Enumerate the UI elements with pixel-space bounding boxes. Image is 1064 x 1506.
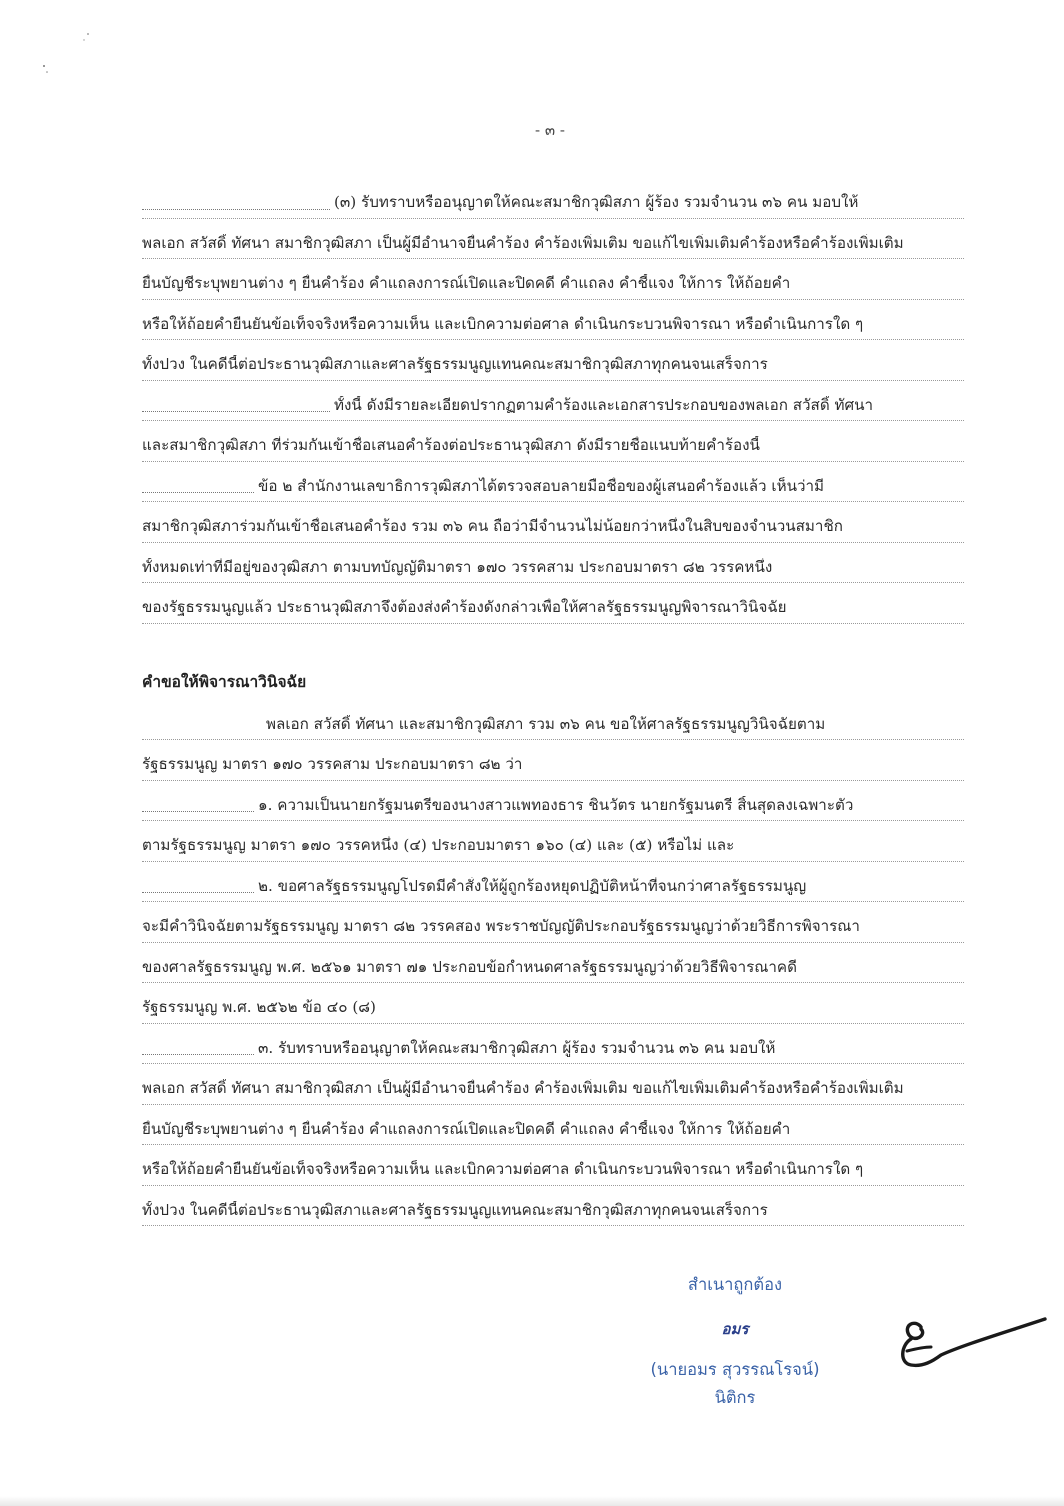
text-line-content: ทั้งหมดเท่าที่มีอยู่ของวุฒิสภา ตามบทบัญญัติมาตรา ๑๗๐ วรรคสาม ประกอบมาตรา ๘๒ วรรคหนึ่ง <box>142 557 773 576</box>
text-line-content: (๓) รับทราบหรืออนุญาตให้คณะสมาชิกวุฒิสภา ผู้ร้อง รวมจำนวน ๓๖ คน มอบให้ <box>334 193 859 212</box>
text-line-content: ทั้งปวง ในคดีนี้ต่อประธานวุฒิสภาและศาลรัฐธรรมนูญแทนคณะสมาชิกวุฒิสภาทุกคนจนเสร็จการ <box>142 1200 768 1219</box>
text-line <box>142 381 964 422</box>
text-line-content: ทั้งนี้ ดังมีรายละเอียดปรากฏตามคำร้องและเอกสารประกอบของพลเอก สวัสดิ์ ทัศนา <box>334 395 874 414</box>
text-line <box>142 583 964 624</box>
text-line <box>142 1064 964 1105</box>
certifier-name: (นายอมร สุวรรณโรจน์) <box>650 1360 820 1379</box>
text-line <box>142 983 964 1024</box>
document-body <box>142 178 964 1226</box>
text-line-content: ตามรัฐธรรมนูญ มาตรา ๑๗๐ วรรคหนึ่ง (๔) ประกอบมาตรา ๑๖๐ (๔) และ (๕) หรือไม่ และ <box>142 836 735 855</box>
paragraphs-top <box>142 178 964 624</box>
scan-bottom-edge <box>0 1496 1064 1506</box>
text-line <box>142 781 964 822</box>
text-line <box>142 178 964 219</box>
text-line-content: พลเอก สวัสดิ์ ทัศนา สมาชิกวุฒิสภา เป็นผู้มีอำนาจยื่นคำร้อง คำร้องเพิ่มเติม ขอแก้ไขเพิ่มเติมคำร้องหรือคำร้องเพิ่มเติม <box>142 1079 904 1098</box>
text-line <box>142 943 964 984</box>
text-line-content: รัฐธรรมนูญ มาตรา ๑๗๐ วรรคสาม ประกอบมาตรา ๘๒ ว่า <box>142 755 523 774</box>
text-line <box>142 300 964 341</box>
text-line-content: ๒. ขอศาลรัฐธรรมนูญโปรดมีคำสั่งให้ผู้ถูกร้องหยุดปฏิบัติหน้าที่จนกว่าศาลรัฐธรรมนูญ <box>258 876 807 895</box>
text-line <box>142 1024 964 1065</box>
initial-signature: อมร <box>721 1320 749 1338</box>
text-line-content: ทั้งปวง ในคดีนี้ต่อประธานวุฒิสภาและศาลรัฐธรรมนูญแทนคณะสมาชิกวุฒิสภาทุกคนจนเสร็จการ <box>142 355 768 374</box>
text-line <box>142 1145 964 1186</box>
text-line-content: สมาชิกวุฒิสภาร่วมกันเข้าชื่อเสนอคำร้อง รวม ๓๖ คน ถือว่ามีจำนวนไม่น้อยกว่าหนึ่งในสิบของจำนวนสมาชิก <box>142 517 843 536</box>
text-line <box>142 543 964 584</box>
text-line-content: ๑. ความเป็นนายกรัฐมนตรีของนางสาวแพทองธาร ชินวัตร นายกรัฐมนตรี สิ้นสุดลงเฉพาะตัว <box>258 795 854 814</box>
page-number: - ๓ - <box>535 121 565 139</box>
certified-copy-label: สำเนาถูกต้อง <box>687 1275 783 1294</box>
text-line <box>142 502 964 543</box>
text-line <box>142 1186 964 1227</box>
text-line <box>142 462 964 503</box>
handwritten-signature <box>893 1305 1053 1395</box>
section-gap <box>142 624 964 664</box>
text-line-content: ของรัฐธรรมนูญแล้ว ประธานวุฒิสภาจึงต้องส่งคำร้องดังกล่าวเพื่อให้ศาลรัฐธรรมนูญพิจารณาวินิจฉัย <box>142 598 787 617</box>
text-line <box>142 219 964 260</box>
text-line-content: ยื่นบัญชีระบุพยานต่าง ๆ ยื่นคำร้อง คำแถลงการณ์เปิดและปิดคดี คำแถลง คำชี้แจง ให้การ ให้ถ้อยคำ <box>142 1119 791 1138</box>
text-line <box>142 902 964 943</box>
text-line <box>142 421 964 462</box>
section-heading: คำขอให้พิจารณาวินิจฉัย <box>142 672 307 691</box>
certifier-position: นิติกร <box>714 1388 756 1407</box>
text-line-content: พลเอก สวัสดิ์ ทัศนา สมาชิกวุฒิสภา เป็นผู้มีอำนาจยื่นคำร้อง คำร้องเพิ่มเติม ขอแก้ไขเพิ่มเติมคำร้องหรือคำร้องเพิ่มเติม <box>142 233 904 252</box>
text-line-content: และสมาชิกวุฒิสภา ที่ร่วมกันเข้าชื่อเสนอคำร้องต่อประธานวุฒิสภา ดังมีรายชื่อแนบท้ายคำร้องนี้ <box>142 436 760 455</box>
text-line-content: ยื่นบัญชีระบุพยานต่าง ๆ ยื่นคำร้อง คำแถลงการณ์เปิดและปิดคดี คำแถลง คำชี้แจง ให้การ ให้ถ้อยคำ <box>142 274 791 293</box>
text-line <box>142 740 964 781</box>
text-line-content: จะมีคำวินิจฉัยตามรัฐธรรมนูญ มาตรา ๘๒ วรรคสอง พระราชบัญญัติประกอบรัฐธรรมนูญว่าด้วยวิธีการพิจารณา <box>142 917 860 936</box>
text-line-content: หรือให้ถ้อยคำยืนยันข้อเท็จจริงหรือความเห็น และเบิกความต่อศาล ดำเนินกระบวนพิจารณา หรือดำเนินการใด ๆ <box>142 314 864 333</box>
text-line-content: ๓. รับทราบหรืออนุญาตให้คณะสมาชิกวุฒิสภา ผู้ร้อง รวมจำนวน ๓๖ คน มอบให้ <box>258 1038 776 1057</box>
scan-specks <box>36 26 96 86</box>
paragraphs-bottom <box>142 700 964 1227</box>
text-line <box>142 821 964 862</box>
text-line-content: พลเอก สวัสดิ์ ทัศนา และสมาชิกวุฒิสภา รวม ๓๖ คน ขอให้ศาลรัฐธรรมนูญวินิจฉัยตาม <box>266 714 826 733</box>
text-line-content: รัฐธรรมนูญ พ.ศ. ๒๕๖๒ ข้อ ๔๐ (๘) <box>142 998 376 1017</box>
text-line <box>142 1105 964 1146</box>
text-line <box>142 700 964 741</box>
text-line-content: หรือให้ถ้อยคำยืนยันข้อเท็จจริงหรือความเห็น และเบิกความต่อศาล ดำเนินกระบวนพิจารณา หรือดำเนินการใด ๆ <box>142 1160 864 1179</box>
text-line-content: ข้อ ๒ สำนักงานเลขาธิการวุฒิสภาได้ตรวจสอบลายมือชื่อของผู้เสนอคำร้องแล้ว เห็นว่ามี <box>258 476 825 495</box>
text-line <box>142 862 964 903</box>
text-line <box>142 259 964 300</box>
text-line <box>142 340 964 381</box>
certification-stamp <box>620 1268 850 1412</box>
text-line-content: ของศาลรัฐธรรมนูญ พ.ศ. ๒๕๖๑ มาตรา ๗๑ ประกอบข้อกำหนดศาลรัฐธรรมนูญว่าด้วยวิธีพิจารณาคดี <box>142 957 797 976</box>
